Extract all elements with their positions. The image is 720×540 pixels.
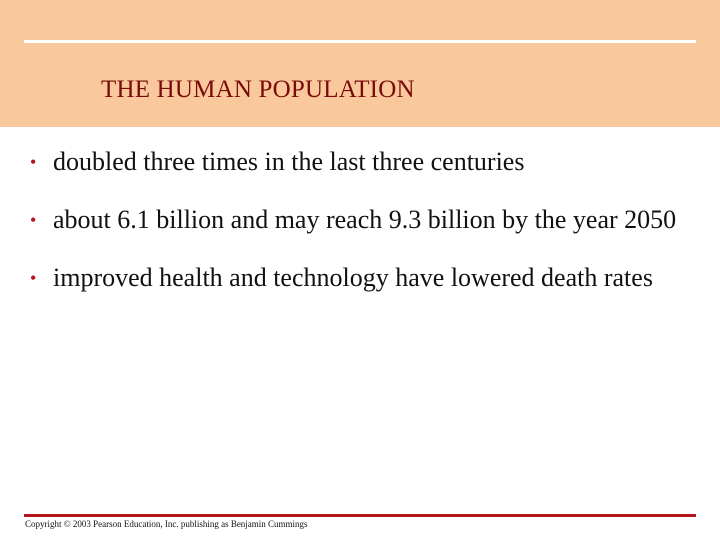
bullet-item (30, 203, 690, 237)
bullet-list (30, 145, 690, 319)
bullet-item (30, 145, 690, 179)
slide-title: THE HUMAN POPULATION (101, 76, 415, 103)
bullet-text: doubled three times in the last three centuries (53, 147, 525, 176)
bullet-item (30, 261, 690, 295)
bullet-dot-icon: • (30, 152, 37, 172)
bullet-text: about 6.1 billion and may reach 9.3 billion by the year 2050 (53, 205, 677, 234)
bullet-dot-icon: • (30, 210, 37, 230)
header-rule (24, 40, 696, 43)
copyright-notice: Copyright © 2003 Pearson Education, Inc. publishing as Benjamin Cummings (25, 519, 308, 529)
footer-rule (24, 514, 696, 517)
bullet-dot-icon: • (30, 268, 37, 288)
header-band (0, 0, 720, 127)
bullet-text: improved health and technology have lowered death rates (53, 263, 653, 292)
